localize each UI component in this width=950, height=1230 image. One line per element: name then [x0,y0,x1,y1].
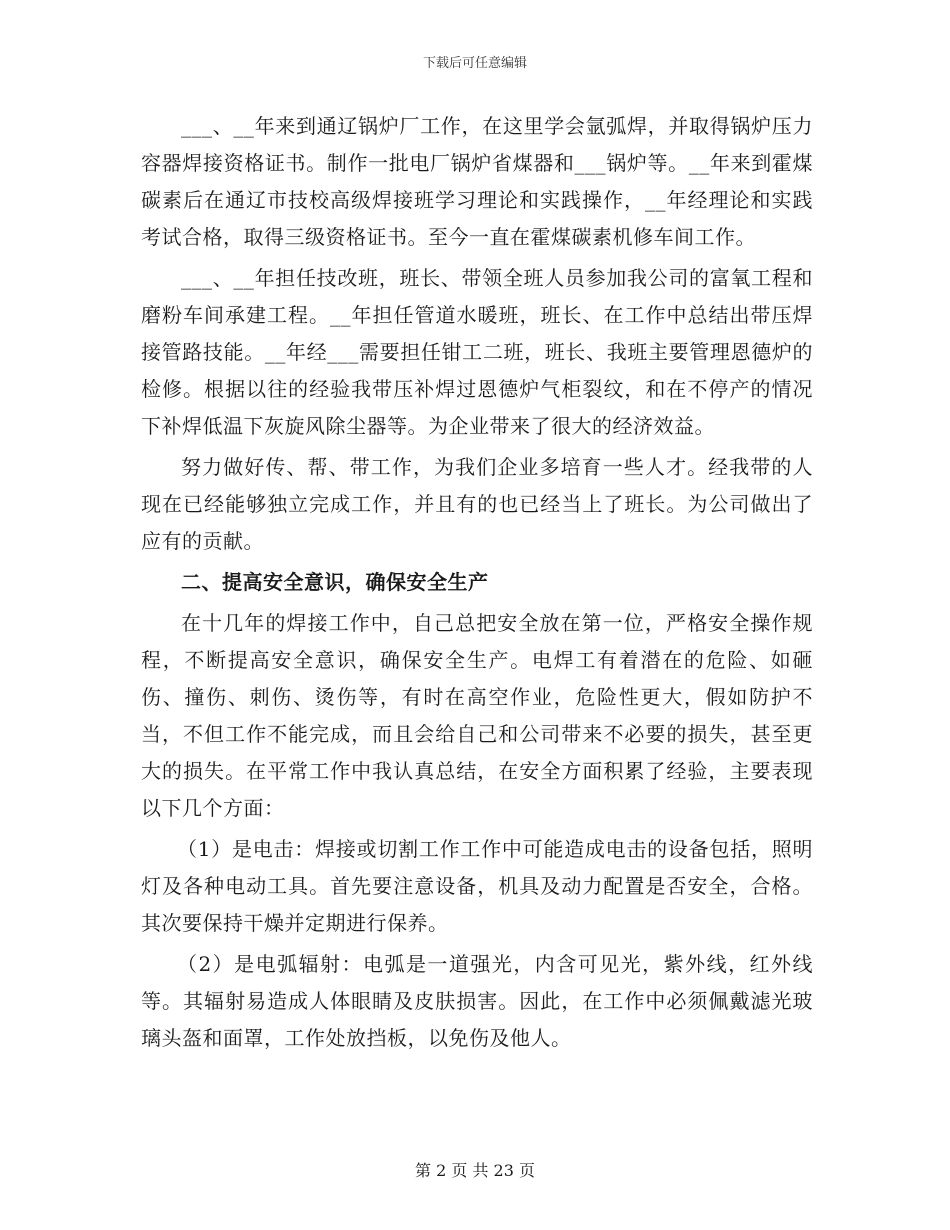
paragraph-5: （1）是电击：焊接或切割工作工作中可能造成电击的设备包括，照明灯及各种电动工具。首先要注意设备，机具及动力配置是否安全，合格。其次要保持干燥并定期进行保养。 [141,837,813,935]
paragraph-2: ___、__年担任技改班，班长、带领全班人员参加我公司的富氧工程和磨粉车间承建工程。__年担任管道水暖班，班长、在工作中总结出带压焊接管路技能。__年经___需要担任钳工二班，班长、我班主要管理恩德炉的检修。根据以往的经验我带压补焊过恩德炉气柜裂纹，和在不停产的情况下补焊低温下灰旋风除尘器等。为企业带来了很大的经济效益。 [141,266,813,438]
paragraph-4: 在十几年的焊接工作中，自己总把安全放在第一位，严格安全操作规程，不断提高安全意识，确保安全生产。电焊工有着潜在的危险、如砸伤、撞伤、刺伤、烫伤等，有时在高空作业，危险性更大，假如防护不当，不但工作不能完成，而且会给自己和公司带来不必要的损失，甚至更大的损失。在平常工作中我认真总结，在安全方面积累了经验，主要表现以下几个方面： [141,611,813,820]
paragraph-3: 努力做好传、帮、带工作，为我们企业多培育一些人才。经我带的人现在已经能够独立完成工作，并且有的也已经当上了班长。为公司做出了应有的贡献。 [141,455,813,553]
paragraph-6: （2）是电弧辐射：电弧是一道强光，内含可见光，紫外线，红外线等。其辐射易造成人体眼睛及皮肤损害。因此，在工作中必须佩戴滤光玻璃头盔和面罩，工作处放挡板，以免伤及他人。 [141,952,813,1050]
section-heading: 二、提高安全意识，确保安全生产 [181,570,489,594]
page-footer: 第 2 页 共 23 页 [415,1161,535,1180]
document-body [141,108,813,1061]
paragraph-1: ___、__年来到通辽锅炉厂工作，在这里学会氩弧焊，并取得锅炉压力容器焊接资格证书。制作一批电厂锅炉省煤器和___锅炉等。__年来到霍煤碳素后在通辽市技校高级焊接班学习理论和实践操作，__年经理论和实践考试合格，取得三级资格证书。至今一直在霍煤碳素机修车间工作。 [141,114,813,249]
page-header: 下载后可任意编辑 [422,56,527,71]
